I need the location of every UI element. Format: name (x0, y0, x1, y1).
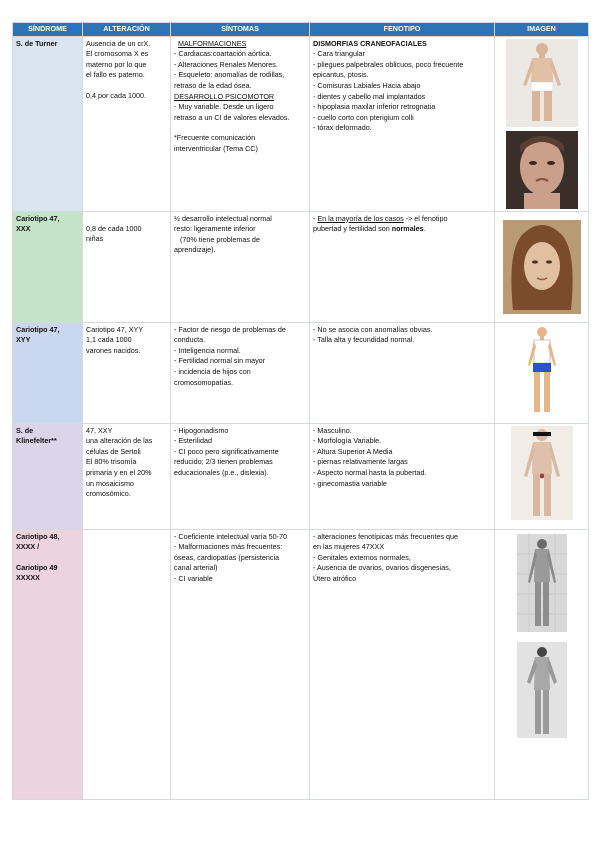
symptoms-line: educacionales (p.e., dislexia). (174, 467, 269, 477)
phenotype-line: - Comisuras Labiales Hacia abajo (313, 80, 421, 90)
table-row (13, 211, 589, 322)
symptoms-line: - incidencia de hijos con (174, 366, 251, 376)
header-row (13, 23, 589, 37)
alteration-cell (83, 423, 171, 529)
alteration-cell (83, 322, 171, 423)
alteration-gap (86, 214, 167, 224)
symptoms-line: retraso a un CI de valores elevados. (174, 112, 290, 122)
symptoms-line: - CI poco pero significativamente (174, 446, 279, 456)
phenotype-line: - piernas relativamente largas (313, 457, 408, 467)
phenotype-prefix: - (313, 213, 318, 223)
header-alteracion: ALTERACIÓN (83, 23, 171, 37)
syndrome-line: XYY (16, 335, 31, 345)
phenotype-line: - Aspecto normal hasta la pubertad. (313, 467, 427, 477)
syndrome-line: Cariotipo 48, (16, 531, 60, 541)
symptoms-line: - Coeficiente intelectual varía 50-70 (174, 531, 288, 541)
phenotype-line: - Cara triangular (313, 49, 365, 59)
phenotype-cell (310, 211, 495, 322)
syndrome-line: Cariotipo 47, (16, 213, 60, 223)
xxxxx-photo (517, 642, 567, 738)
symptoms-cell (171, 423, 310, 529)
symptoms-line: ½ desarrollo intelectual normal (174, 213, 272, 223)
header-fenotipo: FENOTIPO (310, 23, 495, 37)
symptoms-cell (171, 36, 310, 211)
phenotype-line: - pliegues palpebrales oblicuos, poco frecuente (313, 59, 464, 69)
header-imagen: IMAGEN (495, 23, 589, 37)
alteration-line: Cariotipo 47, XYY (86, 324, 144, 334)
symptoms-line: - Esqueleto: anomalías de rodillas, (174, 70, 285, 80)
image-cell (495, 423, 589, 529)
syndrome-cell (13, 36, 83, 211)
phenotype-end: . (423, 224, 426, 234)
xyy-figure (522, 325, 562, 417)
syndrome-cell (13, 423, 83, 529)
phenotype-line: - Masculino. (313, 425, 352, 435)
alteration-line: cromosómico. (86, 489, 131, 499)
alteration-line: células de Sertoli (86, 446, 141, 456)
alteration-line: 47, XXY (86, 425, 113, 435)
phenotype-line: epicantus, ptosis. (313, 70, 369, 80)
phenotype-line: - Talla alta y fecundidad normal. (313, 335, 415, 345)
symptoms-line: - CI variable (174, 573, 213, 583)
syndrome-gap (16, 553, 79, 563)
phenotype-line: - hipoplasia maxilar inferior retrognatia (313, 102, 436, 112)
phenotype-line: - Morfología Variable. (313, 436, 382, 446)
symptoms-cell (171, 529, 310, 799)
phenotype-line: - cuello corto con pterigium colli (313, 112, 414, 122)
phenotype-underlined: En la mayoría de los casos (317, 213, 404, 223)
symptoms-heading: MALFORMACIONES (178, 38, 247, 48)
xxx-girl-photo (503, 220, 581, 314)
syndrome-line: XXXX / (16, 542, 40, 552)
symptoms-line: - Malformaciones más frecuentes: (174, 542, 283, 552)
table-row (13, 36, 589, 211)
phenotype-line: en las mujeres 47XXX (313, 542, 385, 552)
alteration-line: varones nacidos. (86, 345, 141, 355)
image-cell (495, 322, 589, 423)
alteration-gap (86, 81, 167, 91)
symptoms-cell (171, 211, 310, 322)
image-cell (495, 529, 589, 799)
phenotype-cell (310, 322, 495, 423)
syndrome-line: Cariotipo 49 (16, 562, 58, 572)
syndrome-cell (13, 529, 83, 799)
alteration-line: El cromosoma X es (86, 49, 149, 59)
syndrome-line: S. de (16, 425, 34, 435)
alteration-line: 0,4 por cada 1000. (86, 90, 146, 100)
image-cell (495, 211, 589, 322)
phenotype-cell (310, 36, 495, 211)
symptoms-gap (174, 123, 306, 133)
symptoms-line: reducido; 2/3 tienen problemas (174, 457, 273, 467)
symptoms-line: - Esterilidad (174, 436, 212, 446)
symptoms-line: (70% tiene problemas de (180, 234, 260, 244)
table-row (13, 529, 589, 799)
alteration-line: una alteración de las (86, 436, 153, 446)
phenotype-text: pubertad y fertilidad son (313, 224, 392, 234)
alteration-line: Ausencia de un crX. (86, 38, 151, 48)
alteration-cell (83, 211, 171, 322)
symptoms-line: - Fertilidad normal sin mayor (174, 356, 266, 366)
symptoms-line: - Muy variable. Desde un ligero (174, 102, 274, 112)
phenotype-line: - alteraciones fenotípicas más frecuentes que (313, 531, 459, 541)
header-sintomas: SÍNTOMAS (171, 23, 310, 37)
phenotype-rest: -> el fenotipo (405, 213, 448, 223)
symptoms-line: - Inteligencia normal. (174, 345, 241, 355)
alteration-line: primaria y en el 20% (86, 467, 152, 477)
header-sindrome: SÍNDROME (13, 23, 83, 37)
alteration-cell (83, 36, 171, 211)
symptoms-line: cromosomopatías. (174, 377, 234, 387)
symptoms-line: *Frecuente comunicación (174, 133, 256, 143)
alteration-line: el fallo es paterno. (86, 70, 145, 80)
syndrome-line: XXXXX (16, 573, 40, 583)
phenotype-bold: normales (391, 224, 424, 234)
image-cell (495, 36, 589, 211)
syndrome-cell (13, 211, 83, 322)
phenotype-line: - Ausencia de ovarios, ovarios disgenesias, (313, 563, 451, 573)
alteration-cell (83, 529, 171, 799)
phenotype-line (313, 214, 491, 225)
symptoms-line: canal arterial) (174, 563, 218, 573)
alteration-line: materno por lo que (86, 59, 147, 69)
alteration-line: niñas (86, 234, 104, 244)
symptoms-line: resto: ligeramente inferior (174, 224, 256, 234)
symptoms-line: - Cardiacas:coartación aórtica. (174, 49, 272, 59)
symptoms-line: - Factor de riesgo de problemas de (174, 324, 286, 334)
klinefelter-photo (511, 426, 573, 520)
syndrome-table (12, 22, 589, 800)
symptoms-line: - Hipogonadismo (174, 425, 229, 435)
symptoms-line: conducta. (174, 335, 206, 345)
turner-body-photo (506, 39, 578, 127)
syndrome-line: XXX (16, 224, 31, 234)
alteration-line: un mosaicismo (86, 478, 134, 488)
alteration-line: 1,1 cada 1000 (86, 335, 132, 345)
alteration-line: 0,8 de cada 1000 (86, 223, 142, 233)
phenotype-line: - ginecomastia variable (313, 478, 387, 488)
syndrome-cell (13, 322, 83, 423)
phenotype-cell (310, 423, 495, 529)
symptoms-cell (171, 322, 310, 423)
xxxx-photo (517, 534, 567, 632)
symptoms-line: aprendizaje). (174, 245, 216, 255)
phenotype-line: Útero atrófico (313, 573, 357, 583)
phenotype-line: - No se asocia con anomalías obvias. (313, 324, 433, 334)
symptoms-line: retraso de la edad ósea. (174, 80, 252, 90)
phenotype-cell (310, 529, 495, 799)
phenotype-heading: DISMORFIAS CRANEOFACIALES (313, 38, 427, 48)
symptoms-heading: DESARROLLO PSICOMOTOR (174, 91, 275, 101)
phenotype-line (313, 224, 491, 235)
phenotype-line: - Genitales externos normales, (313, 552, 411, 562)
symptoms-line: - Alteraciones Renales Menores. (174, 59, 278, 69)
phenotype-line: - Altura Superior A Media (313, 446, 393, 456)
syndrome-line: S. de Turner (16, 38, 58, 48)
turner-face-photo (506, 131, 578, 209)
symptoms-line: interventricular (Tema CC) (174, 143, 258, 153)
alteration-line: El 80% trisomía (86, 457, 137, 467)
symptoms-line: óseas, cardiopatías (persistencia (174, 552, 280, 562)
phenotype-line: - dientes y cabello mal implantados (313, 91, 426, 101)
table-row (13, 322, 589, 423)
phenotype-line: - tórax deformado. (313, 123, 372, 133)
table-row (13, 423, 589, 529)
syndrome-line: Klinefelter** (16, 436, 57, 446)
syndrome-line: Cariotipo 47, (16, 324, 60, 334)
